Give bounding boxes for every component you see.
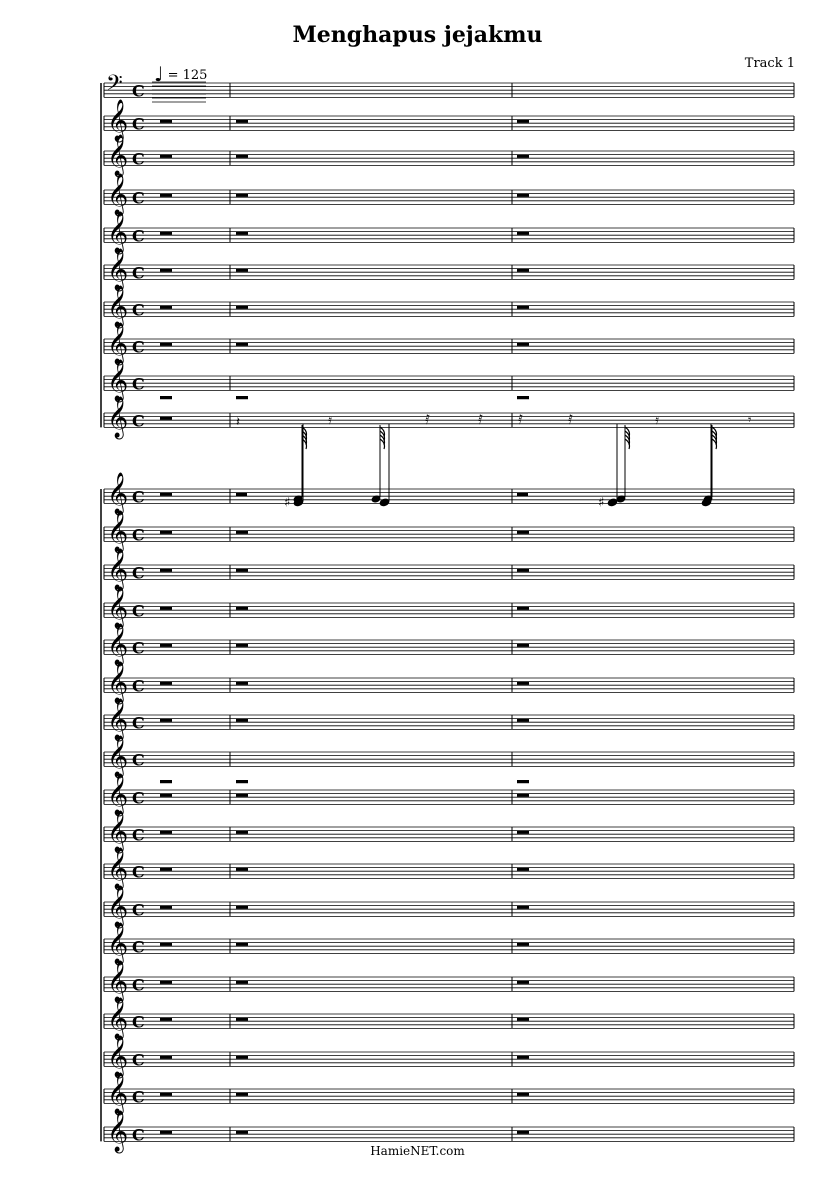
common-time-symbol: C: [132, 411, 145, 431]
common-time-symbol: C: [132, 188, 145, 208]
whole-rest: [517, 682, 529, 685]
thirty-second-rest: 𝅀: [518, 413, 523, 428]
tempo-value: = 125: [167, 68, 208, 83]
whole-rest: [160, 417, 172, 420]
whole-rest: [517, 120, 529, 123]
treble-clef-icon: 𝄞: [107, 323, 129, 364]
whole-rest: [160, 269, 172, 272]
whole-rest: [160, 644, 172, 647]
treble-clef-icon: 𝄞: [107, 998, 129, 1039]
treble-clef-icon: 𝄞: [107, 135, 129, 176]
whole-rest: [160, 120, 172, 123]
footer-credit: HamieNET.com: [370, 1144, 465, 1158]
eighth-rest: 𝄾: [748, 413, 752, 428]
treble-clef-icon: 𝄞: [107, 886, 129, 927]
score-title: Menghapus jejakmu: [292, 22, 543, 48]
whole-rest: [517, 906, 529, 909]
treble-clef-icon: 𝄞: [107, 473, 129, 514]
thirty-second-rest: 𝅀: [478, 413, 483, 428]
common-time-symbol: C: [132, 1012, 145, 1032]
whole-rest: [160, 682, 172, 685]
whole-rest: [517, 232, 529, 235]
treble-clef-icon: 𝄞: [107, 397, 129, 438]
treble-clef-icon: 𝄞: [107, 624, 129, 665]
whole-rest: [160, 719, 172, 722]
common-time-symbol: C: [132, 487, 145, 507]
whole-rest: [517, 831, 529, 834]
treble-clef-icon: 𝄞: [107, 662, 129, 703]
whole-rest: [236, 1018, 248, 1021]
whole-rest: [517, 1018, 529, 1021]
treble-clef-icon: 𝄞: [107, 174, 129, 215]
common-time-symbol: C: [132, 937, 145, 957]
sixteenth-rest: 𝄿: [328, 413, 332, 428]
treble-clef-icon: 𝄞: [107, 811, 129, 852]
common-time-symbol: C: [132, 525, 145, 545]
whole-rest: [236, 868, 248, 871]
common-time-symbol: C: [132, 337, 145, 357]
common-time-symbol: C: [132, 788, 145, 808]
whole-rest: [160, 306, 172, 309]
treble-clef-icon: 𝄞: [107, 212, 129, 253]
whole-rest: [160, 1093, 172, 1096]
common-time-symbol: C: [132, 81, 145, 101]
whole-rest: [160, 531, 172, 534]
whole-rest: [517, 306, 529, 309]
whole-rest: [160, 1131, 172, 1134]
whole-rest: [517, 607, 529, 610]
whole-rest: [517, 396, 529, 399]
instrument-label: Track 1: [744, 56, 795, 71]
whole-rest: [236, 794, 248, 797]
treble-clef-icon: 𝄞: [107, 848, 129, 889]
whole-rest: [236, 981, 248, 984]
treble-clef-icon: 𝄞: [107, 1073, 129, 1114]
whole-rest: [517, 194, 529, 197]
common-time-symbol: C: [132, 862, 145, 882]
quarter-rest: 𝄽: [236, 415, 240, 430]
bass-clef-icon: 𝄢: [106, 71, 123, 101]
whole-rest: [236, 831, 248, 834]
common-time-symbol: C: [132, 900, 145, 920]
thirty-second-rest: 𝅀: [568, 413, 573, 428]
sixteenth-rest: 𝄿: [655, 413, 659, 428]
common-time-symbol: C: [132, 1125, 145, 1145]
whole-rest: [236, 943, 248, 946]
common-time-symbol: C: [132, 300, 145, 320]
treble-clef-icon: 𝄞: [107, 249, 129, 290]
treble-clef-icon: 𝄞: [107, 961, 129, 1002]
whole-rest: [236, 719, 248, 722]
common-time-symbol: C: [132, 374, 145, 394]
whole-rest: [236, 343, 248, 346]
treble-clef-icon: 𝄞: [107, 286, 129, 327]
treble-clef-icon: 𝄞: [107, 587, 129, 628]
whole-rest: [236, 1093, 248, 1096]
common-time-symbol: C: [132, 114, 145, 134]
whole-rest: [517, 644, 529, 647]
whole-rest: [517, 1056, 529, 1059]
common-time-symbol: C: [132, 750, 145, 770]
whole-rest: [517, 343, 529, 346]
whole-rest: [236, 396, 248, 399]
common-time-symbol: C: [132, 1050, 145, 1070]
quarter-note-icon: ♩: [154, 62, 164, 86]
sharp-icon: ♯: [284, 495, 291, 511]
treble-clef-icon: 𝄞: [107, 511, 129, 552]
common-time-symbol: C: [132, 563, 145, 583]
whole-rest: [160, 1018, 172, 1021]
whole-rest: [236, 531, 248, 534]
whole-rest: [160, 794, 172, 797]
whole-rest: [160, 343, 172, 346]
treble-clef-icon: 𝄞: [107, 100, 129, 141]
common-time-symbol: C: [132, 1087, 145, 1107]
whole-rest: [160, 607, 172, 610]
common-time-symbol: C: [132, 713, 145, 733]
whole-rest: [517, 531, 529, 534]
common-time-symbol: C: [132, 825, 145, 845]
whole-rest: [160, 194, 172, 197]
treble-clef-icon: 𝄞: [107, 549, 129, 590]
whole-rest: [160, 232, 172, 235]
common-time-symbol: C: [132, 975, 145, 995]
whole-rest: [236, 1056, 248, 1059]
whole-rest: [517, 1093, 529, 1096]
treble-clef-icon: 𝄞: [107, 699, 129, 740]
whole-rest: [236, 155, 248, 158]
whole-rest: [236, 780, 248, 783]
whole-rest: [517, 868, 529, 871]
whole-rest: [160, 780, 172, 783]
whole-rest: [160, 155, 172, 158]
treble-clef-icon: 𝄞: [107, 774, 129, 815]
whole-rest: [160, 943, 172, 946]
common-time-symbol: C: [132, 149, 145, 169]
whole-rest: [236, 232, 248, 235]
whole-rest: [160, 831, 172, 834]
treble-clef-icon: 𝄞: [107, 360, 129, 401]
common-time-symbol: C: [132, 226, 145, 246]
whole-rest: [517, 943, 529, 946]
whole-rest: [160, 906, 172, 909]
whole-rest: [517, 155, 529, 158]
whole-rest: [160, 868, 172, 871]
whole-rest: [517, 1131, 529, 1134]
whole-rest: [236, 306, 248, 309]
whole-rest: [236, 569, 248, 572]
treble-clef-icon: 𝄞: [107, 1111, 129, 1152]
common-time-symbol: C: [132, 263, 145, 283]
whole-rest: [160, 981, 172, 984]
sharp-icon: ♯: [598, 495, 605, 511]
whole-rest: [236, 269, 248, 272]
half-rest: [517, 493, 528, 496]
whole-rest: [236, 120, 248, 123]
half-rest: [236, 493, 247, 496]
whole-rest: [236, 906, 248, 909]
treble-clef-icon: 𝄞: [107, 1036, 129, 1077]
whole-rest: [517, 794, 529, 797]
whole-rest: [236, 644, 248, 647]
whole-rest: [236, 682, 248, 685]
whole-rest: [236, 194, 248, 197]
treble-clef-icon: 𝄞: [107, 923, 129, 964]
whole-rest: [517, 269, 529, 272]
common-time-symbol: C: [132, 601, 145, 621]
whole-rest: [517, 780, 529, 783]
common-time-symbol: C: [132, 676, 145, 696]
whole-rest: [160, 569, 172, 572]
whole-rest: [236, 607, 248, 610]
common-time-symbol: C: [132, 638, 145, 658]
treble-clef-icon: 𝄞: [107, 736, 129, 777]
whole-rest: [160, 1056, 172, 1059]
whole-rest: [160, 396, 172, 399]
whole-rest: [517, 719, 529, 722]
whole-rest: [236, 1131, 248, 1134]
thirty-second-rest: 𝅀: [425, 413, 430, 428]
whole-rest: [517, 569, 529, 572]
whole-rest: [160, 493, 172, 496]
whole-rest: [517, 981, 529, 984]
